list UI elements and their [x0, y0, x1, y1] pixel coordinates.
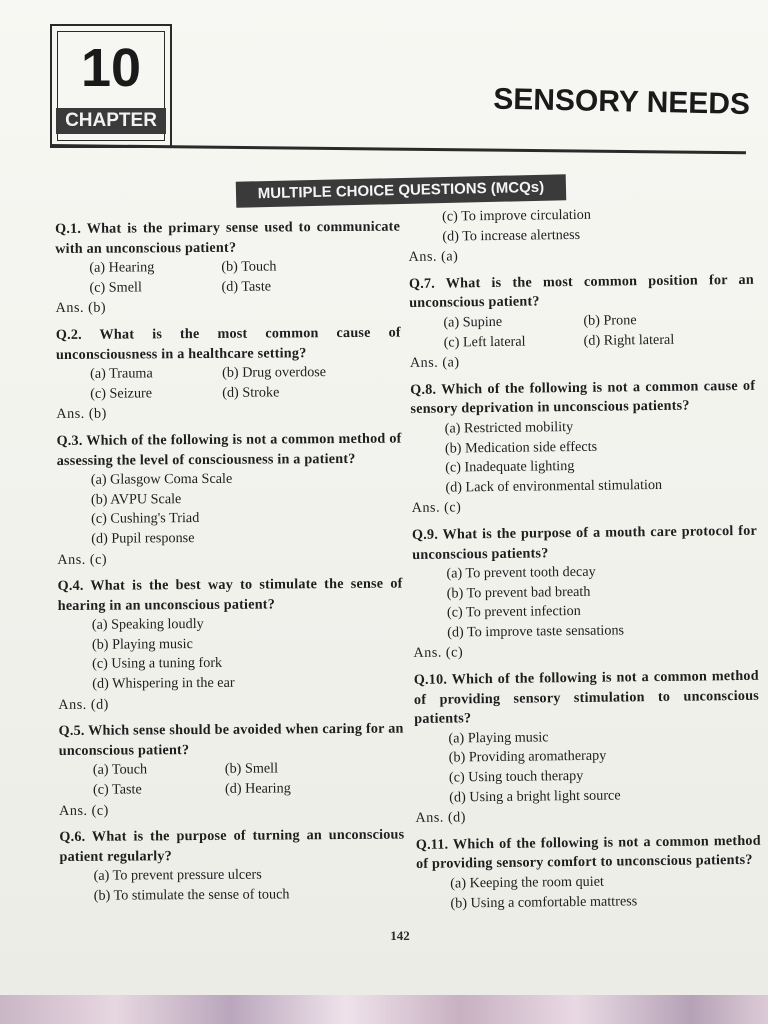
option: (a) Hearing [89, 259, 155, 276]
option: (b) Drug overdose [222, 364, 327, 381]
option: (d) Lack of environmental stimulation [445, 476, 663, 496]
option: (a) Restricted mobility [444, 418, 574, 437]
question-item [59, 720, 405, 821]
question-item-continued [408, 204, 754, 268]
question-item [57, 575, 403, 716]
options-grid [89, 257, 400, 298]
answer: Ans. (a) [409, 354, 460, 372]
option: (c) Using touch therapy [448, 767, 584, 786]
question-text: Q.9. What is the purpose of a mouth care protocol for unconscious patients? [411, 522, 758, 563]
option: (a) To prevent tooth decay [446, 563, 596, 582]
options-list [445, 416, 757, 498]
background-fabric [0, 995, 768, 1024]
options-list [446, 561, 758, 643]
section-title: MULTIPLE CHOICE QUESTIONS (MCQs) [236, 174, 567, 207]
options-list [442, 204, 753, 247]
option: (b) Touch [221, 258, 277, 276]
question-text: Q.10. Which of the following is not a common method of providing sensory stimulation to unconscious patients? [413, 667, 760, 728]
option: (c) Cushing's Triad [91, 510, 200, 528]
right-column [408, 204, 762, 914]
option: (d) To improve taste sensations [447, 622, 625, 641]
question-item [56, 430, 402, 571]
option: (d) Taste [221, 278, 272, 295]
option: (d) Whispering in the ear [92, 674, 235, 692]
question-item [414, 667, 761, 829]
question-item [409, 271, 755, 374]
question-item [410, 377, 757, 519]
option: (a) Trauma [90, 365, 153, 382]
options-list [92, 614, 404, 695]
option: (c) To prevent infection [446, 603, 581, 621]
option: (c) To improve circulation [442, 206, 592, 225]
header-divider [50, 144, 746, 154]
answer: Ans. (d) [58, 696, 109, 713]
option: (a) Glasgow Coma Scale [90, 470, 233, 488]
option: (a) Playing music [448, 729, 549, 747]
chapter-badge [50, 24, 172, 148]
options-grid [90, 363, 401, 404]
answer: Ans. (b) [55, 300, 107, 317]
option: (b) Prone [583, 312, 637, 329]
option: (b) Providing aromatherapy [448, 748, 607, 766]
option: (b) AVPU Scale [90, 490, 182, 508]
left-column [55, 218, 405, 907]
options-list [448, 726, 760, 808]
option: (a) Supine [443, 313, 503, 331]
question-item [412, 522, 759, 664]
chapter-number: 10 [80, 38, 142, 98]
question-text: Q.8. Which of the following is not a common cause of sensory deprivation in unconscious patients? [410, 377, 756, 418]
answer: Ans. (c) [411, 499, 462, 517]
option: (c) Taste [92, 781, 142, 798]
question-text: Q.7. What is the most common position for an unconscious patient? [408, 271, 754, 312]
question-item [55, 218, 401, 319]
option: (b) Playing music [91, 635, 193, 653]
question-item [416, 832, 762, 915]
chapter-label: CHAPTER [56, 108, 166, 134]
question-text: Q.11. Which of the following is not a common method of providing sensory comfort to unconscious patients? [415, 832, 761, 873]
option: (c) Using a tuning fork [92, 655, 223, 673]
option: (b) To stimulate the sense of touch [93, 886, 290, 904]
answer: Ans. (c) [57, 551, 108, 568]
options-grid [93, 759, 404, 800]
option: (d) Right lateral [583, 331, 675, 349]
question-text: Q.4. What is the best way to stimulate the sense of hearing in an unconscious patient? [57, 575, 403, 614]
chapter-title: SENSORY NEEDS [492, 82, 751, 121]
answer: Ans. (a) [408, 248, 459, 266]
options-list [450, 871, 761, 914]
option: (a) Touch [92, 761, 148, 779]
answer: Ans. (c) [413, 644, 464, 662]
answer: Ans. (d) [415, 809, 467, 827]
question-text: Q.2. What is the most common cause of unconsciousness in a healthcare setting? [55, 324, 401, 363]
option: (b) Smell [224, 760, 279, 778]
option: (d) Using a bright light source [449, 787, 621, 806]
answer: Ans. (c) [59, 802, 109, 819]
options-grid [443, 310, 754, 353]
question-item [59, 826, 405, 907]
page-number: 142 [390, 928, 410, 943]
question-text: Q.3. Which of the following is not a common method of assessing the level of consciousness in a patient? [56, 430, 402, 469]
option: (b) To prevent bad breath [446, 583, 591, 602]
option: (a) Keeping the room quiet [450, 873, 604, 892]
options-list [91, 469, 403, 550]
question-item [56, 324, 402, 425]
option: (a) Speaking loudly [91, 616, 204, 634]
option: (c) Seizure [90, 385, 153, 402]
options-list [94, 865, 405, 906]
question-text: Q.6. What is the purpose of turning an unconscious patient regularly? [59, 826, 405, 865]
option: (b) Using a comfortable mattress [450, 892, 638, 912]
question-text: Q.1. What is the primary sense used to communicate with an unconscious patient? [55, 218, 401, 257]
option: (d) Stroke [222, 384, 280, 401]
option: (c) Left lateral [443, 333, 526, 351]
option: (d) Pupil response [91, 529, 195, 547]
option: (d) To increase alertness [442, 226, 581, 245]
option: (c) Smell [89, 279, 142, 296]
option: (b) Medication side effects [444, 438, 598, 457]
option: (c) Inadequate lighting [445, 458, 575, 476]
question-text: Q.5. Which sense should be avoided when caring for an unconscious patient? [58, 720, 404, 759]
answer: Ans. (b) [56, 405, 107, 423]
option: (a) To prevent pressure ulcers [93, 866, 262, 885]
option: (d) Hearing [224, 780, 291, 797]
